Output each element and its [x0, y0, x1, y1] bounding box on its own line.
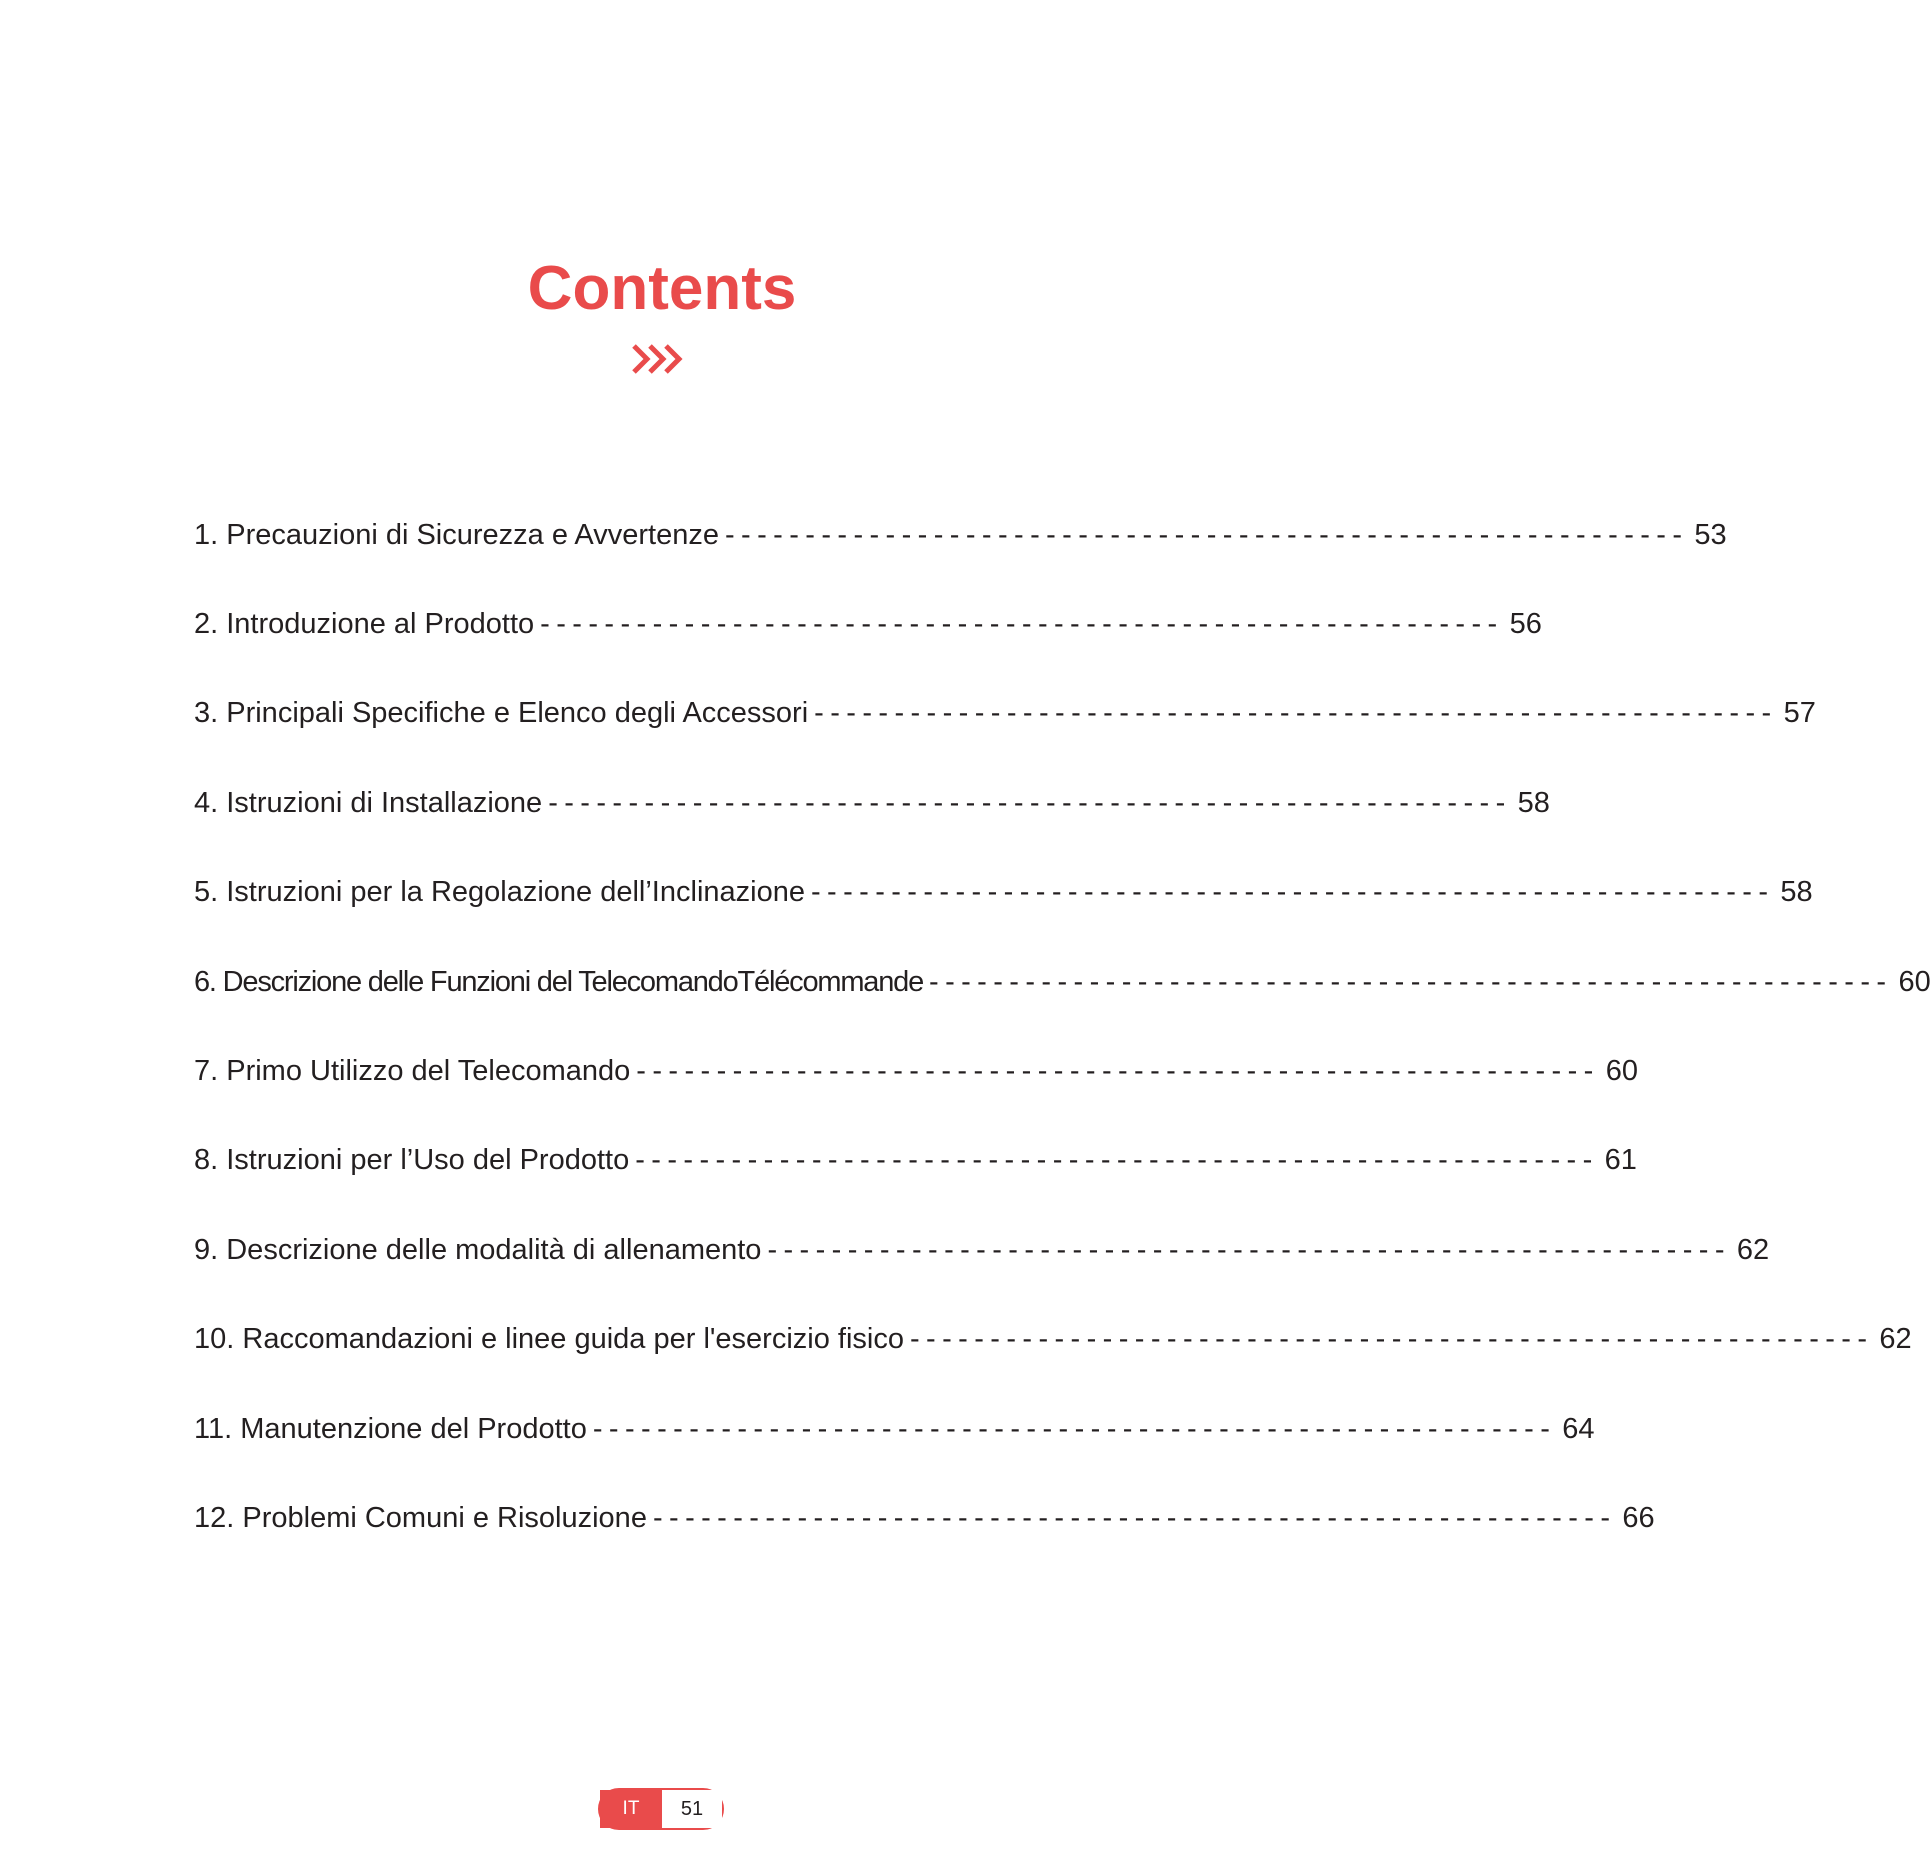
toc-entry-title: 8. Istruzioni per l’Uso del Prodotto: [194, 1144, 630, 1177]
toc-entry[interactable]: [194, 1026, 1638, 1115]
toc-entry-title: 5. Istruzioni per la Regolazione dell’Inclinazione: [194, 876, 805, 909]
toc-dot-leader: ------------------------------------------------------------: [909, 1323, 1874, 1356]
toc-entry[interactable]: [194, 1384, 1595, 1473]
toc-entry[interactable]: [194, 490, 1727, 579]
toc-dot-leader: ------------------------------------------------------------: [810, 876, 1775, 909]
toc-entry-page: 60: [1898, 965, 1931, 998]
toc-entry-page: 58: [1780, 876, 1813, 909]
toc-dot-leader: ------------------------------------------------------------: [548, 786, 1512, 819]
toc-dot-leader: ------------------------------------------------------------: [929, 965, 1893, 998]
toc-dot-leader: ------------------------------------------------------------: [540, 608, 1504, 641]
toc-dot-leader: ------------------------------------------------------------: [767, 1233, 1731, 1266]
toc-entry[interactable]: [194, 1295, 1912, 1384]
toc-entry[interactable]: [194, 579, 1542, 668]
toc-entry-title: 10. Raccomandazioni e linee guida per l'esercizio fisico: [194, 1323, 904, 1356]
toc-entry[interactable]: [194, 848, 1813, 937]
toc-entry-title: 1. Precauzioni di Sicurezza e Avvertenze: [194, 518, 719, 551]
toc-entry[interactable]: [194, 1473, 1655, 1562]
toc-entry-page: 61: [1604, 1144, 1637, 1177]
toc-entry-title: 3. Principali Specifiche e Elenco degli Accessori: [194, 697, 809, 730]
language-code: IT: [600, 1790, 662, 1828]
toc-entry-title: 6. Descrizione delle Funzioni del TelecomandoTélécommande: [194, 965, 924, 998]
triple-chevron-right-icon: [630, 342, 692, 376]
toc-entry[interactable]: [194, 758, 1550, 847]
toc-entry-page: 60: [1605, 1055, 1638, 1088]
toc-entry-title: 4. Istruzioni di Installazione: [194, 786, 543, 819]
toc-dot-leader: ------------------------------------------------------------: [635, 1144, 1599, 1177]
toc-entry-page: 62: [1879, 1323, 1912, 1356]
toc-dot-leader: ------------------------------------------------------------: [592, 1412, 1557, 1445]
toc-entry-page: 56: [1509, 608, 1542, 641]
toc-entry-title: 9. Descrizione delle modalità di allenamento: [194, 1233, 762, 1266]
toc-entry[interactable]: [194, 1205, 1770, 1294]
toc-entry[interactable]: [194, 1116, 1637, 1205]
toc-entry-title: 2. Introduzione al Prodotto: [194, 608, 535, 641]
toc-entry-page: 53: [1694, 518, 1727, 551]
toc-entry-page: 64: [1562, 1412, 1595, 1445]
toc-entry-page: 58: [1517, 786, 1550, 819]
toc-dot-leader: ------------------------------------------------------------: [814, 697, 1778, 730]
toc-entry-title: 11. Manutenzione del Prodotto: [194, 1412, 587, 1445]
page-title: Contents: [527, 254, 797, 323]
toc-entry[interactable]: [194, 937, 1931, 1026]
toc-entry-page: 57: [1783, 697, 1816, 730]
toc-entry-page: 66: [1622, 1501, 1655, 1534]
toc-entry[interactable]: [194, 669, 1816, 758]
toc-entry-page: 62: [1736, 1233, 1770, 1266]
toc-entry-title: 7. Primo Utilizzo del Telecomando: [194, 1055, 631, 1088]
page-number: 51: [662, 1790, 722, 1828]
toc-entry-title: 12. Problemi Comuni e Risoluzione: [194, 1501, 647, 1534]
toc-dot-leader: ------------------------------------------------------------: [636, 1055, 1600, 1088]
toc-dot-leader: ------------------------------------------------------------: [724, 518, 1689, 551]
toc-dot-leader: ------------------------------------------------------------: [652, 1501, 1617, 1534]
table-of-contents: [194, 490, 1931, 1563]
page-number-badge: [598, 1788, 724, 1830]
